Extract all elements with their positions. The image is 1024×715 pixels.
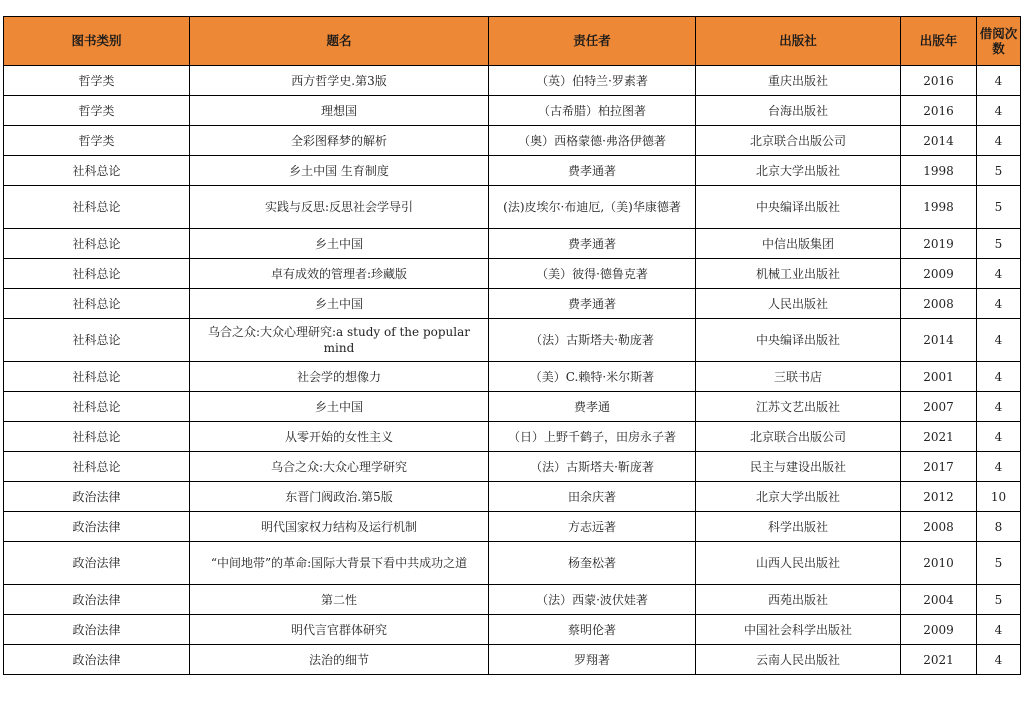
cell-publisher: 中国社会科学出版社 — [696, 615, 901, 645]
cell-title: 第二性 — [190, 585, 489, 615]
cell-borrow-count: 5 — [977, 156, 1021, 186]
cell-category: 社科总论 — [4, 422, 190, 452]
table-row — [4, 422, 1021, 452]
cell-category: 政治法律 — [4, 585, 190, 615]
cell-author: （奥）西格蒙德·弗洛伊德著 — [489, 126, 696, 156]
cell-year: 2007 — [901, 392, 977, 422]
cell-category: 社科总论 — [4, 319, 190, 362]
table-row — [4, 362, 1021, 392]
cell-category: 社科总论 — [4, 156, 190, 186]
cell-year: 2009 — [901, 615, 977, 645]
cell-author: （英）伯特兰·罗素著 — [489, 66, 696, 96]
cell-publisher: 民主与建设出版社 — [696, 452, 901, 482]
cell-category: 哲学类 — [4, 96, 190, 126]
header-borrow-count: 借阅次数 — [977, 17, 1021, 66]
cell-title: 西方哲学史.第3版 — [190, 66, 489, 96]
cell-category: 哲学类 — [4, 66, 190, 96]
cell-publisher: 三联书店 — [696, 362, 901, 392]
cell-category: 政治法律 — [4, 512, 190, 542]
cell-year: 2016 — [901, 66, 977, 96]
table-row — [4, 66, 1021, 96]
cell-publisher: 中央编译出版社 — [696, 186, 901, 229]
header-title: 题名 — [190, 17, 489, 66]
cell-category: 社科总论 — [4, 452, 190, 482]
cell-title: 法治的细节 — [190, 645, 489, 675]
cell-year: 2014 — [901, 126, 977, 156]
header-year: 出版年 — [901, 17, 977, 66]
cell-borrow-count: 4 — [977, 615, 1021, 645]
cell-title: 乡土中国 — [190, 289, 489, 319]
cell-borrow-count: 4 — [977, 126, 1021, 156]
cell-category: 政治法律 — [4, 482, 190, 512]
cell-publisher: 重庆出版社 — [696, 66, 901, 96]
cell-year: 2008 — [901, 512, 977, 542]
cell-borrow-count: 10 — [977, 482, 1021, 512]
cell-borrow-count: 5 — [977, 542, 1021, 585]
table-row — [4, 542, 1021, 585]
cell-year: 2008 — [901, 289, 977, 319]
cell-author: (法)皮埃尔·布迪厄,（美)华康德著 — [489, 186, 696, 229]
cell-author: 杨奎松著 — [489, 542, 696, 585]
cell-borrow-count: 5 — [977, 229, 1021, 259]
cell-category: 哲学类 — [4, 126, 190, 156]
cell-year: 2004 — [901, 585, 977, 615]
table-row — [4, 645, 1021, 675]
cell-year: 1998 — [901, 156, 977, 186]
cell-author: （法）古斯塔夫·勒庞著 — [489, 319, 696, 362]
header-publisher: 出版社 — [696, 17, 901, 66]
cell-author: （美）C.赖特·米尔斯著 — [489, 362, 696, 392]
cell-publisher: 江苏文艺出版社 — [696, 392, 901, 422]
table-row — [4, 615, 1021, 645]
cell-author: （日）上野千鹤子，田房永子著 — [489, 422, 696, 452]
cell-publisher: 云南人民出版社 — [696, 645, 901, 675]
cell-year: 2014 — [901, 319, 977, 362]
cell-year: 2017 — [901, 452, 977, 482]
table-row — [4, 482, 1021, 512]
cell-publisher: 中信出版集团 — [696, 229, 901, 259]
table-row — [4, 156, 1021, 186]
cell-title: 全彩图释梦的解析 — [190, 126, 489, 156]
cell-publisher: 北京大学出版社 — [696, 482, 901, 512]
cell-title: 实践与反思:反思社会学导引 — [190, 186, 489, 229]
cell-borrow-count: 4 — [977, 289, 1021, 319]
cell-publisher: 科学出版社 — [696, 512, 901, 542]
table-row — [4, 229, 1021, 259]
cell-title: 从零开始的女性主义 — [190, 422, 489, 452]
cell-category: 社科总论 — [4, 186, 190, 229]
cell-title: 乡土中国 生育制度 — [190, 156, 489, 186]
cell-borrow-count: 5 — [977, 186, 1021, 229]
header-category: 图书类别 — [4, 17, 190, 66]
cell-publisher: 中央编译出版社 — [696, 319, 901, 362]
cell-title: 明代言官群体研究 — [190, 615, 489, 645]
cell-author: 蔡明伦著 — [489, 615, 696, 645]
cell-year: 2010 — [901, 542, 977, 585]
cell-author: 费孝通 — [489, 392, 696, 422]
table-row — [4, 96, 1021, 126]
cell-borrow-count: 4 — [977, 319, 1021, 362]
cell-borrow-count: 4 — [977, 259, 1021, 289]
cell-publisher: 北京大学出版社 — [696, 156, 901, 186]
cell-borrow-count: 4 — [977, 645, 1021, 675]
cell-year: 2019 — [901, 229, 977, 259]
cell-category: 政治法律 — [4, 615, 190, 645]
table-row — [4, 289, 1021, 319]
cell-year: 2021 — [901, 645, 977, 675]
cell-author: 费孝通著 — [489, 289, 696, 319]
cell-borrow-count: 4 — [977, 392, 1021, 422]
cell-borrow-count: 5 — [977, 585, 1021, 615]
table-header — [4, 17, 1021, 66]
table-row — [4, 186, 1021, 229]
cell-author: 罗翔著 — [489, 645, 696, 675]
cell-borrow-count: 4 — [977, 362, 1021, 392]
cell-category: 社科总论 — [4, 362, 190, 392]
header-author: 责任者 — [489, 17, 696, 66]
cell-year: 2009 — [901, 259, 977, 289]
table-row — [4, 259, 1021, 289]
cell-category: 社科总论 — [4, 289, 190, 319]
cell-author: （法）西蒙·波伏娃著 — [489, 585, 696, 615]
cell-borrow-count: 8 — [977, 512, 1021, 542]
cell-borrow-count: 4 — [977, 452, 1021, 482]
cell-title: 明代国家权力结构及运行机制 — [190, 512, 489, 542]
cell-category: 政治法律 — [4, 645, 190, 675]
cell-year: 2021 — [901, 422, 977, 452]
cell-author: （古希腊）柏拉图著 — [489, 96, 696, 126]
book-borrow-table — [3, 16, 1021, 675]
cell-borrow-count: 4 — [977, 96, 1021, 126]
table-row — [4, 512, 1021, 542]
cell-year: 1998 — [901, 186, 977, 229]
cell-author: 田余庆著 — [489, 482, 696, 512]
table-row — [4, 126, 1021, 156]
cell-title: 卓有成效的管理者:珍藏版 — [190, 259, 489, 289]
cell-title: 理想国 — [190, 96, 489, 126]
cell-author: （美）彼得·德鲁克著 — [489, 259, 696, 289]
cell-publisher: 山西人民出版社 — [696, 542, 901, 585]
table-row — [4, 392, 1021, 422]
cell-category: 社科总论 — [4, 392, 190, 422]
cell-publisher: 西苑出版社 — [696, 585, 901, 615]
cell-year: 2016 — [901, 96, 977, 126]
cell-publisher: 机械工业出版社 — [696, 259, 901, 289]
cell-publisher: 北京联合出版公司 — [696, 126, 901, 156]
cell-publisher: 人民出版社 — [696, 289, 901, 319]
cell-year: 2012 — [901, 482, 977, 512]
cell-borrow-count: 4 — [977, 66, 1021, 96]
cell-author: 方志远著 — [489, 512, 696, 542]
cell-borrow-count: 4 — [977, 422, 1021, 452]
cell-category: 社科总论 — [4, 229, 190, 259]
cell-publisher: 台海出版社 — [696, 96, 901, 126]
cell-category: 社科总论 — [4, 259, 190, 289]
cell-title: 乌合之众:大众心理学研究 — [190, 452, 489, 482]
table-row — [4, 452, 1021, 482]
table-row — [4, 585, 1021, 615]
cell-author: 费孝通著 — [489, 229, 696, 259]
cell-year: 2001 — [901, 362, 977, 392]
cell-title: 乡土中国 — [190, 392, 489, 422]
cell-title: 乡土中国 — [190, 229, 489, 259]
cell-title: 社会学的想像力 — [190, 362, 489, 392]
cell-title: “中间地带”的革命:国际大背景下看中共成功之道 — [190, 542, 489, 585]
table-body — [4, 66, 1021, 675]
cell-category: 政治法律 — [4, 542, 190, 585]
cell-title: 乌合之众:大众心理研究:a study of the popular mind — [190, 319, 489, 362]
table-row — [4, 319, 1021, 362]
cell-author: （法）古斯塔夫·靳庞著 — [489, 452, 696, 482]
cell-author: 费孝通著 — [489, 156, 696, 186]
cell-title: 东晋门阀政治.第5版 — [190, 482, 489, 512]
cell-publisher: 北京联合出版公司 — [696, 422, 901, 452]
